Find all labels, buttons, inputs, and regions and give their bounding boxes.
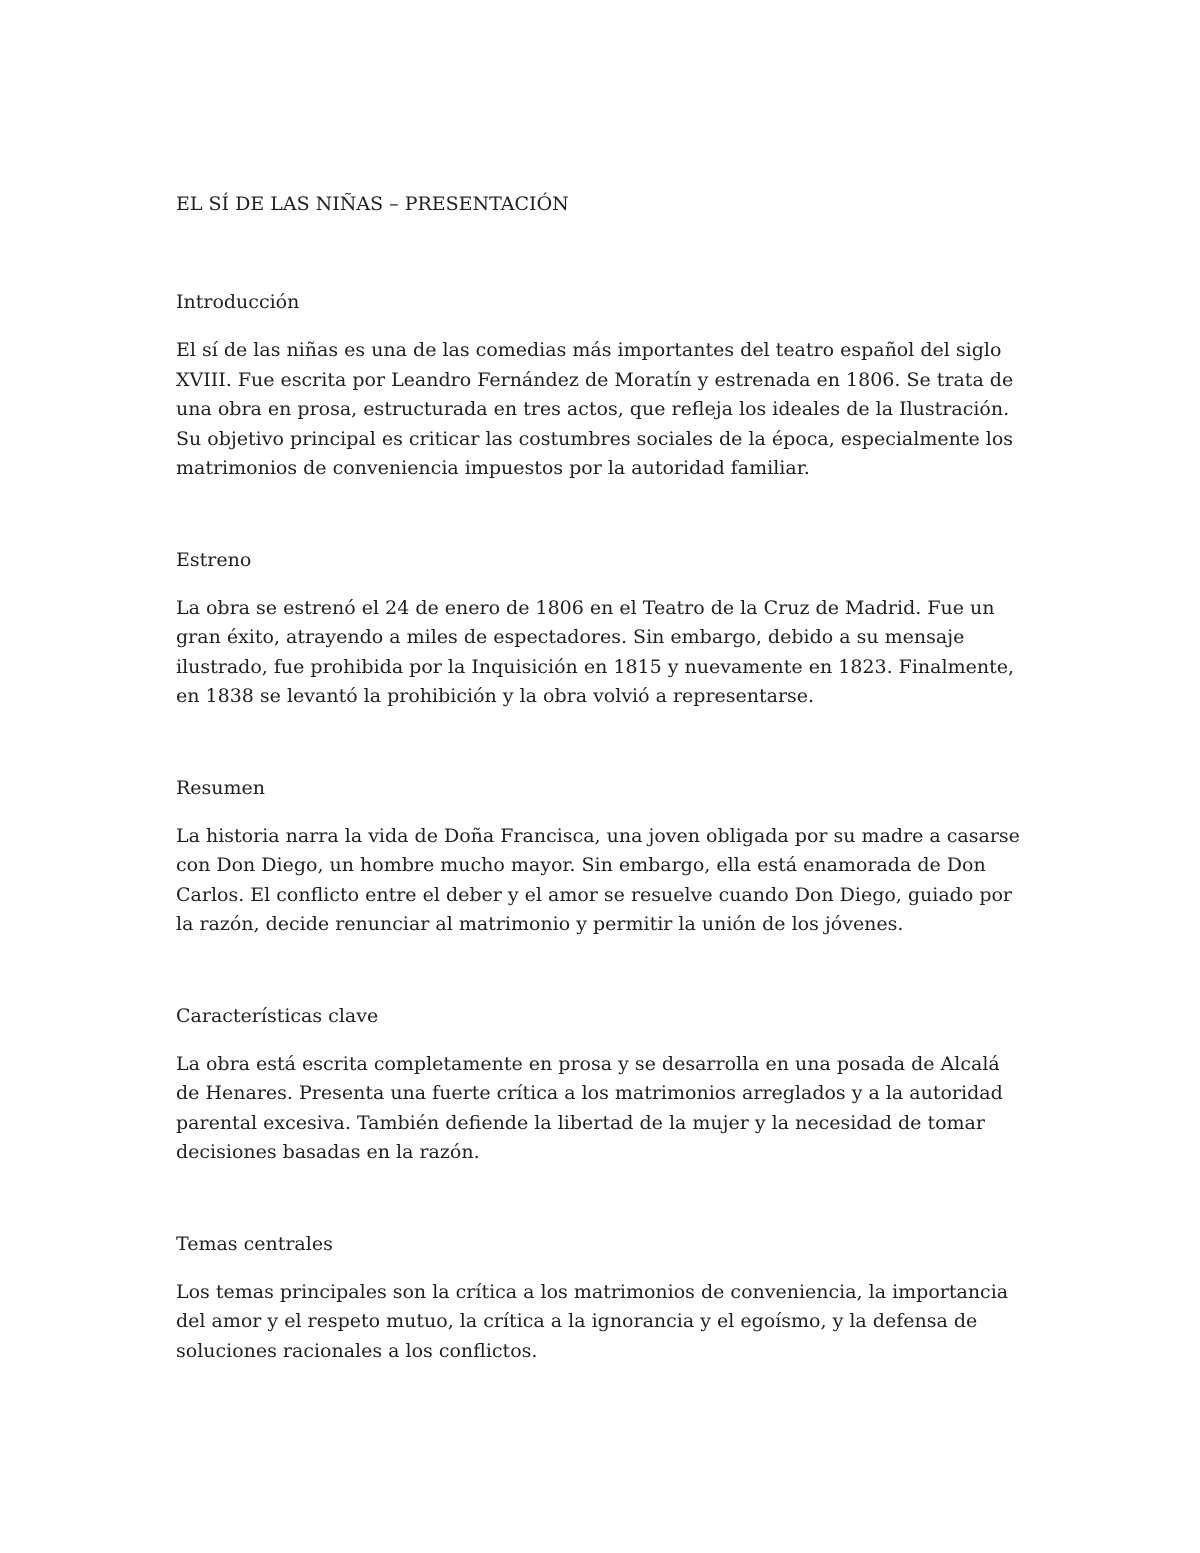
section-paragraph: El sí de las niñas es una de las comedias más importantes del teatro español del siglo XVIII. Fue escrita por Leandro Fernández de Moratín y estrenada en 1806. Se trata de una obra en prosa, estructurada en tres actos, que refleja los ideales de la Ilustración. Su objetivo principal es criticar las costumbres sociales de la época, especialmente los matrimonios de conveniencia impuestos por la autoridad familiar. bbox=[176, 339, 1014, 479]
section-heading: Introducción bbox=[176, 291, 300, 313]
section-heading: Temas centrales bbox=[176, 1232, 333, 1255]
section-heading: Resumen bbox=[176, 776, 266, 799]
section-heading: Características clave bbox=[176, 1004, 379, 1027]
section-caracteristicas-clave bbox=[176, 1002, 1026, 1168]
section-estreno bbox=[176, 546, 1026, 712]
section-introduccion bbox=[176, 288, 1026, 484]
document-title: EL SÍ DE LAS NIÑAS – PRESENTACIÓN bbox=[176, 193, 569, 215]
section-resumen bbox=[176, 774, 1026, 940]
section-paragraph: La obra está escrita completamente en prosa y se desarrolla en una posada de Alcalá de Henares. Presenta una fuerte crítica a los matrimonios arreglados y a la autoridad parental excesiva. También defiende la libertad de la mujer y la necesidad de tomar decisiones basadas en la razón. bbox=[176, 1052, 1003, 1163]
section-paragraph: La historia narra la vida de Doña Francisca, una joven obligada por su madre a casarse con Don Diego, un hombre mucho mayor. Sin embargo, ella está enamorada de Don Carlos. El conflicto entre el deber y el amor se resuelve cuando Don Diego, guiado por la razón, decide renunciar al matrimonio y permitir la unión de los jóvenes. bbox=[176, 824, 1020, 935]
section-paragraph: La obra se estrenó el 24 de enero de 1806 en el Teatro de la Cruz de Madrid. Fue un gran éxito, atrayendo a miles de espectadores. Sin embargo, debido a su mensaje ilustrado, fue prohibida por la Inquisición en 1815 y nuevamente en 1823. Finalmente, en 1838 se levantó la prohibición y la obra volvió a representarse. bbox=[176, 596, 1014, 707]
section-paragraph: Los temas principales son la crítica a los matrimonios de conveniencia, la importancia del amor y el respeto mutuo, la crítica a la ignorancia y el egoísmo, y la defensa de soluciones racionales a los conflictos. bbox=[176, 1280, 1009, 1362]
section-temas-centrales bbox=[176, 1230, 1026, 1367]
document-content bbox=[176, 190, 1026, 1366]
section-heading: Estreno bbox=[176, 548, 252, 571]
